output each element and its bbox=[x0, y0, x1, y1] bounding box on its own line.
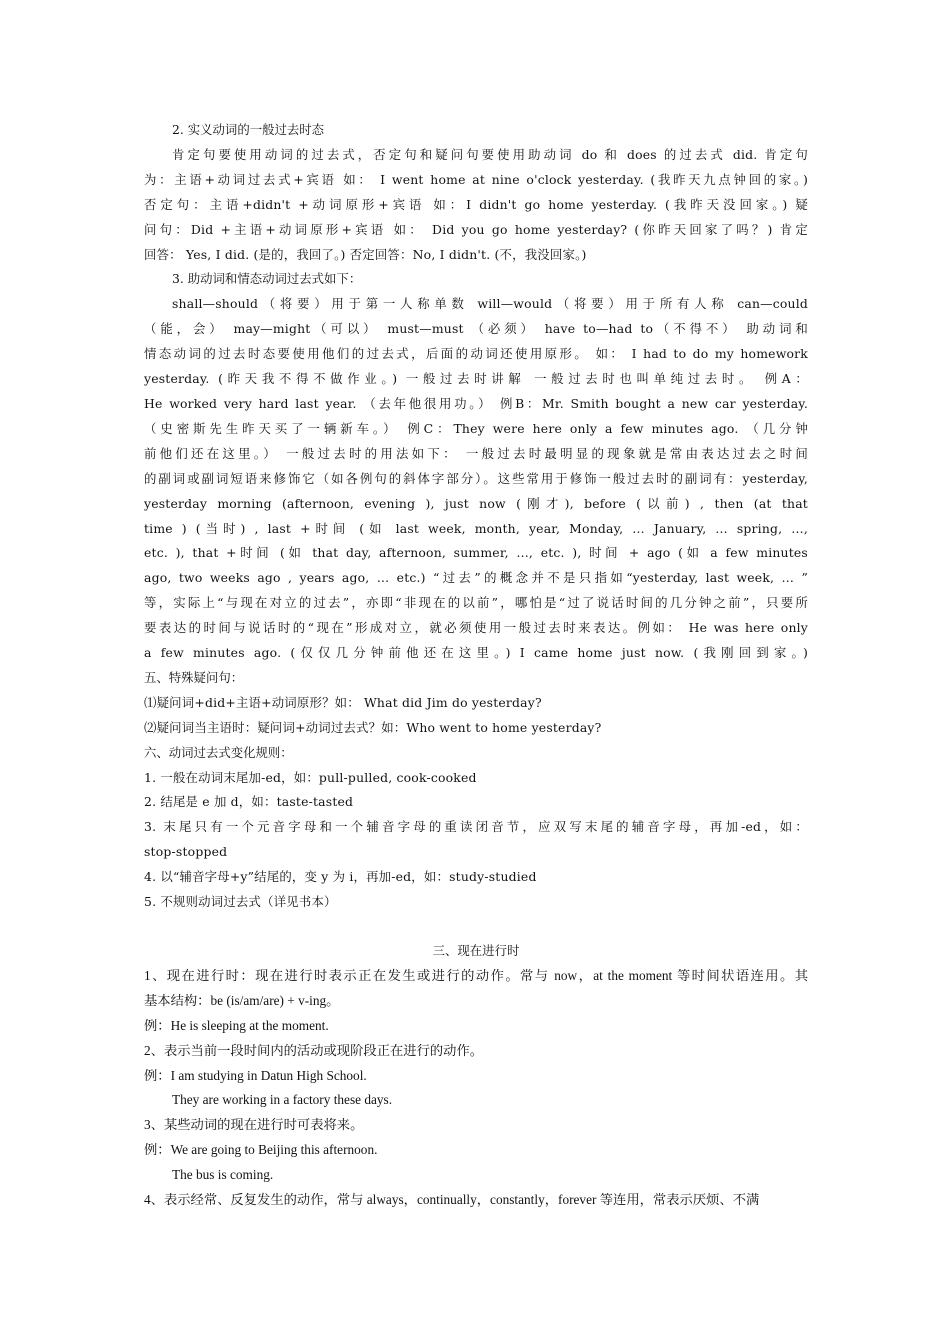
paragraph-line: He worked very hard last year. （去年他很用功。） 例B：Mr. Smith bought a new car yesterday. bbox=[144, 395, 808, 411]
section-spacer bbox=[144, 915, 808, 939]
example-line: 例：He is sleeping at the moment. bbox=[144, 1017, 329, 1033]
paragraph-line: 要表达的时间与说话时的“现在”形成对立，就必须使用一般过去时来表达。例如： He was here only bbox=[144, 620, 808, 636]
paragraph-line: shall—should（将要）用于第一人称单数 will—would（将要）用于所有人称 can—could bbox=[172, 296, 808, 312]
list-item: ⑵疑问词当主语时：疑问词+动词过去式？如：Who went to home yesterday? bbox=[144, 719, 602, 735]
paragraph-line: time ) (当时) , last +时间 (如 last week, month, year, Monday, … January, … spring, …, bbox=[144, 520, 808, 536]
section-five-title: 五、特殊疑问句： bbox=[144, 669, 244, 685]
paragraph-line: etc. ), that +时间 (如 that day, afternoon, summer, …, etc. ), 时间 + ago (如 a few minutes bbox=[144, 545, 808, 561]
list-item: 1. 一般在动词末尾加-ed，如：pull-pulled, cook-cooked bbox=[144, 769, 477, 785]
subsection-heading: 2. 实义动词的一般过去时态 bbox=[172, 122, 325, 137]
example-line: They are working in a factory these days. bbox=[172, 1092, 393, 1108]
paragraph-line: （史密斯先生昨天买了一辆新车。） 例C：They were here only a few minutes ago. （几分钟 bbox=[144, 420, 808, 436]
paragraph-line: 否定句：主语+didn't +动词原形+宾语 如：I didn't go home yesterday. (我昨天没回家。) 疑 bbox=[144, 196, 808, 212]
paragraph-line: 为：主语+动词过去式+宾语 如： I went home at nine o'clock yesterday. (我昨天九点钟回的家。) bbox=[144, 171, 808, 187]
paragraph-line: 问句：Did +主语+动词原形+宾语 如： Did you go home yesterday? (你昨天回家了吗？) 肯定 bbox=[144, 221, 808, 237]
list-item: 4. 以“辅音字母+y”结尾的，变 y 为 i，再加-ed，如：study-studied bbox=[144, 869, 537, 885]
example-line: 例：We are going to Beijing this afternoon. bbox=[144, 1142, 378, 1158]
example-line: 例：I am studying in Datun High School. bbox=[144, 1067, 367, 1083]
paragraph-line: 1、现在进行时：现在进行时表示正在发生或进行的动作。常与 now，at the moment 等时间状语连用。其 bbox=[144, 967, 808, 983]
list-item: ⑴疑问词+did+主语+动词原形？如： What did Jim do yesterday? bbox=[144, 694, 542, 710]
paragraph-line: yesterday. (昨天我不得不做作业。) 一般过去时讲解 一般过去时也叫单纯过去时。 例A： bbox=[144, 371, 808, 387]
subsection-heading: 3. 助动词和情态动词过去式如下： bbox=[172, 271, 362, 287]
document-page bbox=[144, 118, 808, 1213]
list-item-continuation: stop-stopped bbox=[144, 844, 228, 860]
list-item: 5. 不规则动词过去式（详见书本） bbox=[144, 894, 337, 910]
list-item: 3. 末尾只有一个元音字母和一个辅音字母的重读闭音节，应双写末尾的辅音字母，再加-ed，如： bbox=[144, 819, 808, 835]
paragraph-line: 回答： Yes, I did. (是的，我回了。) 否定回答：No, I didn't. (不，我没回家。) bbox=[144, 246, 587, 262]
paragraph-line: 的副词或副词短语来修饰它（如各例句的斜体字部分）。这些常用于修饰一般过去时的副词有：yesterday, bbox=[144, 470, 808, 486]
paragraph-line: 情态动词的过去时态要使用他们的过去式，后面的动词还使用原形。 如： I had to do my homework bbox=[144, 346, 808, 362]
paragraph-line: ago, two weeks ago , years ago, … etc.) “过去”的概念并不是只指如“yesterday, last week, … ” bbox=[144, 570, 808, 586]
section-six-title: 六、动词过去式变化规则： bbox=[144, 744, 293, 760]
paragraph-line: 2、表示当前一段时间内的活动或现阶段正在进行的动作。 bbox=[144, 1042, 484, 1058]
paragraph-line: （能，会） may—might（可以） must—must （必须） have to—had to（不得不） 助动词和 bbox=[144, 321, 808, 337]
list-item: 2. 结尾是 e 加 d，如：taste-tasted bbox=[144, 794, 354, 810]
paragraph-line: yesterday morning (afternoon, evening ), just now (刚才), before (以前) , then (at that bbox=[144, 495, 808, 511]
section-three-heading: 三、现在进行时 bbox=[432, 943, 520, 958]
paragraph-line: 前他们还在这里。） 一般过去时的用法如下： 一般过去时最明显的现象就是常由表达过去之时间 bbox=[144, 445, 808, 461]
paragraph-line: 肯定句要使用动词的过去式，否定句和疑问句要使用助动词 do 和 does 的过去式 did. 肯定句 bbox=[172, 146, 808, 162]
paragraph-line: 3、某些动词的现在进行时可表将来。 bbox=[144, 1117, 364, 1133]
paragraph-line: 基本结构：be (is/am/are) + v-ing。 bbox=[144, 992, 340, 1008]
paragraph-line: a few minutes ago. (仅仅几分钟前他还在这里。) I came home just now. (我刚回到家。) bbox=[144, 645, 808, 661]
paragraph-line: 等，实际上“与现在对立的过去”，亦即“非现在的以前”，哪怕是“过了说话时间的几分钟之前”，只要所 bbox=[144, 595, 808, 611]
example-line: The bus is coming. bbox=[172, 1167, 274, 1183]
paragraph-line: 4、表示经常、反复发生的动作，常与 always，continually，constantly，forever 等连用，常表示厌烦、不满 bbox=[144, 1192, 760, 1208]
